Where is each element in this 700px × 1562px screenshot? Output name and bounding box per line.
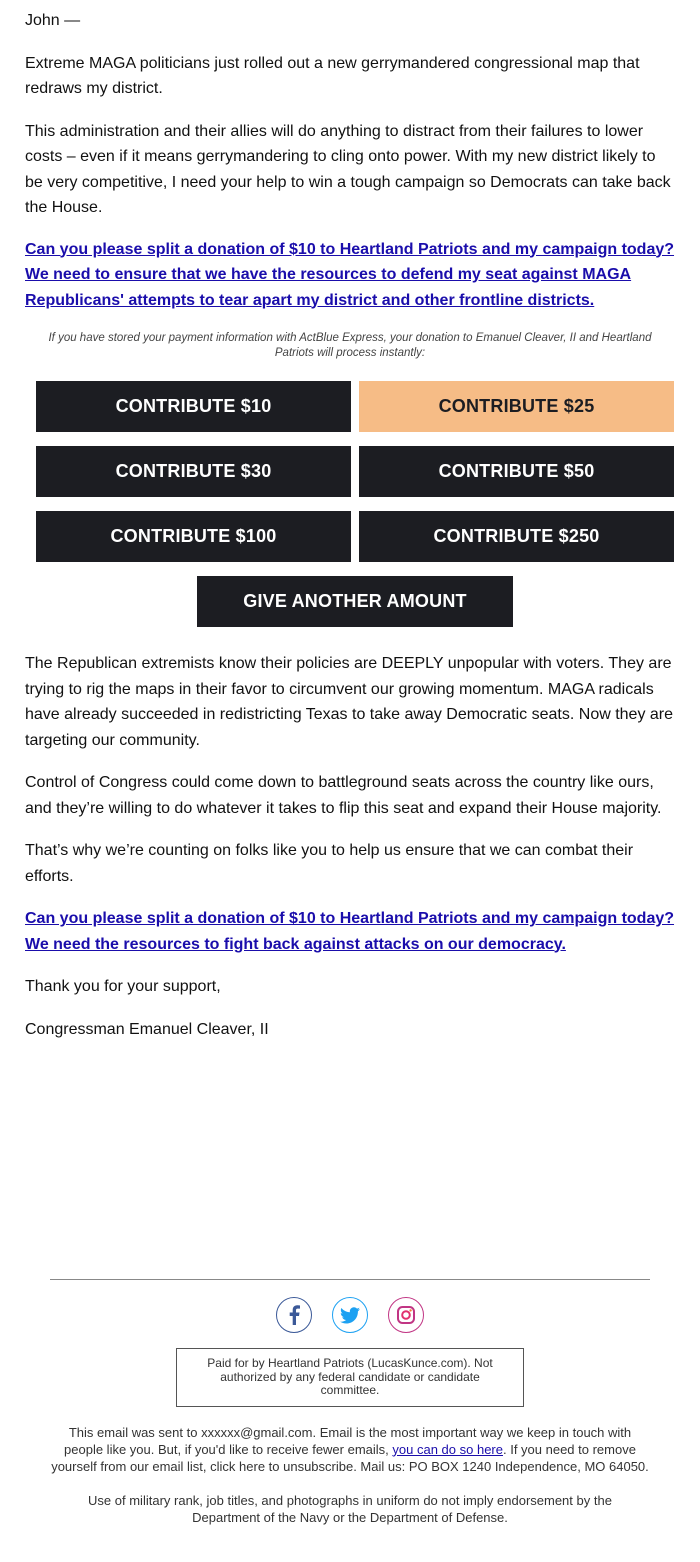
body-paragraph-3: That’s why we’re counting on folks like you to help us ensure that we can combat their efforts. — [25, 842, 634, 885]
contribute-50-button[interactable]: CONTRIBUTE $50 — [359, 446, 674, 497]
thanks-line: Thank you for your support, — [25, 978, 221, 995]
subscription-fine-print — [50, 1424, 650, 1475]
footer-divider — [50, 1279, 650, 1280]
recipient-email: xxxxxx@gmail.com — [201, 1424, 313, 1440]
contribute-30-button[interactable]: CONTRIBUTE $30 — [36, 446, 351, 497]
body-paragraph-2: Control of Congress could come down to battleground seats across the country like ours, and they’re willing to do whatever it takes to flip this seat and expand their House majority. — [25, 774, 662, 817]
body-paragraph-1: The Republican extremists know their policies are DEEPLY unpopular with voters. They are trying to rig the maps in their favor to circumvent our growing momentum. MAGA radicals have already succeeded in redistricting Texas to take away Democratic seats. Now they are targeting our community. — [25, 655, 674, 749]
military-disclaimer: Use of military rank, job titles, and photographs in uniform do not imply endorsement by the Department of the Navy or the Department of Defense. — [88, 1492, 612, 1525]
intro-paragraph-1: Extreme MAGA politicians just rolled out a new gerrymandered congressional map that redraws my district. — [25, 54, 640, 97]
facebook-icon[interactable] — [276, 1297, 312, 1333]
contribute-25-button[interactable]: CONTRIBUTE $25 — [359, 381, 674, 432]
social-links — [0, 1297, 700, 1333]
twitter-icon[interactable] — [332, 1297, 368, 1333]
other-amount-wrap — [0, 576, 700, 627]
contribute-100-button[interactable]: CONTRIBUTE $100 — [36, 511, 351, 562]
sent-to-prefix: This email was sent to — [68, 1424, 202, 1440]
donate-link-1[interactable]: Can you please split a donation of $10 to Heartland Patriots and my campaign today? We need to ensure that we have the resources to defend my seat against MAGA Republicans' attempts to tear apart my district and other frontline districts. — [25, 240, 675, 309]
signature: Congressman Emanuel Cleaver, II — [25, 1020, 269, 1038]
contribute-button-grid — [36, 381, 674, 562]
email-footer — [0, 1279, 700, 1526]
email-body-continued — [0, 651, 700, 1042]
contribute-250-button[interactable]: CONTRIBUTE $250 — [359, 511, 674, 562]
greeting: John — — [25, 12, 81, 29]
actblue-express-note: If you have stored your payment information with ActBlue Express, your donation to Emanuel Cleaver, II and Heartland Patriots will process instantly: — [48, 332, 652, 359]
intro-paragraph-2: This administration and their allies will do anything to distract from their failures to lower costs – even if it means gerrymandering to cling onto power. With my new district likely to be very competitive, I need your help to win a tough campaign so Democrats can take back the House. — [25, 122, 671, 216]
fewer-emails-link[interactable]: you can do so here — [392, 1441, 503, 1457]
contribute-10-button[interactable]: CONTRIBUTE $10 — [36, 381, 351, 432]
sent-to-middle: . Email is the most important way we keep in touch with people like you. But, if you'd like to receive fewer emails, — [64, 1424, 632, 1457]
email-body — [0, 0, 700, 313]
donate-link-2[interactable]: Can you please split a donation of $10 to Heartland Patriots and my campaign today? We need the resources to fight back against attacks on our democracy. — [25, 910, 675, 953]
paid-for-disclaimer: Paid for by Heartland Patriots (LucasKunce.com). Not authorized by any federal candidate or candidate committee. — [176, 1348, 524, 1407]
give-another-amount-button[interactable]: GIVE ANOTHER AMOUNT — [197, 576, 513, 627]
sent-to-suffix: . If you need to remove yourself from our email list, click here to unsubscribe. Mail us: PO BOX 1240 Independence, MO 64050. — [51, 1441, 649, 1474]
instagram-icon[interactable] — [388, 1297, 424, 1333]
